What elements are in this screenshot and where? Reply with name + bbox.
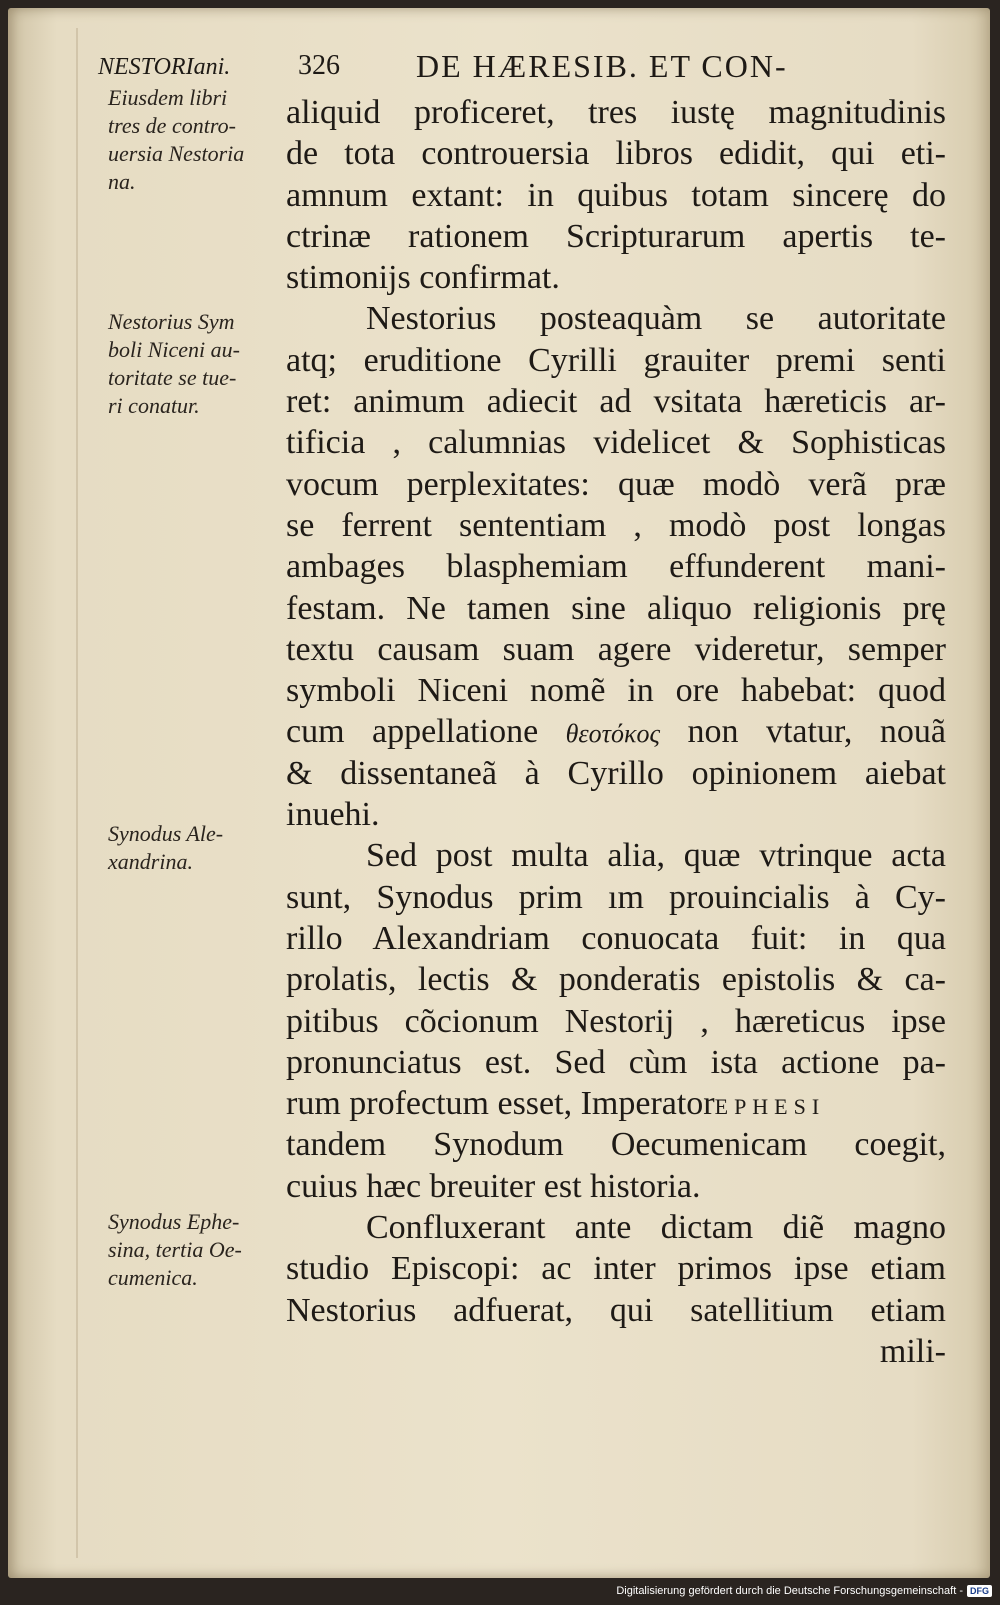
text-line: symboli Niceni nomẽ in ore habebat: quod	[286, 672, 946, 710]
text-line: pronunciatus est. Sed cùm ista actione pa-	[286, 1043, 946, 1081]
margin-note-line: Synodus Ale-	[108, 821, 224, 846]
footer-text: Digitalisierung gefördert durch die Deutsche Forschungsgemeinschaft -	[616, 1585, 963, 1597]
text-line: & dissentaneã à Cyrillo opinionem aiebat	[286, 754, 946, 792]
margin-note-line: sina, tertia Oe-	[108, 1237, 242, 1262]
text-line: vocum perplexitates: quæ modò verã præ	[286, 465, 946, 503]
text-line: atq; eruditione Cyrilli grauiter premi senti	[286, 341, 946, 379]
running-head	[98, 48, 950, 88]
text-line: sunt, Synodus prim ım prouincialis à Cy-	[286, 878, 946, 916]
text-line: cuius hæc breuiter est historia.	[286, 1167, 701, 1205]
margin-note-line: Synodus Ephe-	[108, 1209, 240, 1234]
text-line: de tota controuersia libros edidit, qui eti-	[286, 135, 946, 173]
small-caps-word: EPHESI	[714, 1094, 826, 1120]
digitization-footer	[616, 1581, 992, 1601]
text-fragment: rum profectum esset, Imperator	[286, 1085, 715, 1123]
margin-note-line: xandrina.	[108, 849, 193, 874]
greek-word: θεοτόκος	[565, 719, 661, 749]
margin-note-line: boli Niceni au-	[108, 337, 240, 362]
text-line: Confluxerant ante dictam diẽ magno	[366, 1209, 946, 1247]
margin-note-line: tres de contro-	[108, 113, 236, 138]
margin-note-line: cumenica.	[108, 1265, 198, 1290]
text-line: amnum extant: in quibus totam sincerę do	[286, 176, 946, 214]
margin-note-eiusdem-libri	[108, 84, 278, 196]
text-line: ctrinæ rationem Scripturarum apertis te-	[286, 217, 946, 255]
text-line: Sed post multa alia, quæ vtrinque acta	[366, 837, 946, 875]
text-line: stimonijs confirmat.	[286, 259, 560, 297]
margin-note-line: uersia Nestoria	[108, 141, 245, 166]
margin-note-line: Nestorius Sym	[108, 309, 235, 334]
running-title: DE HÆRESIB. ET CON-	[416, 48, 788, 84]
text-line: ret: animum adiecit ad vsitata hæreticis ar-	[286, 383, 946, 421]
text-line: se ferrent sententiam , modò post longas	[286, 506, 946, 544]
margin-note-line: toritate se tue-	[108, 365, 237, 390]
page-number: 326	[298, 50, 340, 81]
margin-note-nestorius-symboli	[108, 308, 278, 420]
text-line-greek	[286, 711, 946, 752]
text-line: pitibus cõcionum Nestorij , hæreticus ipse	[286, 1002, 946, 1040]
body-text	[286, 92, 946, 1372]
catchword: mili-	[879, 1332, 946, 1370]
margin-note-synodus-ephesina	[108, 1208, 278, 1292]
text-line: tificia , calumnias videlicet & Sophisticas	[286, 424, 946, 462]
margin-note-line: na.	[108, 169, 136, 194]
text-line: Nestorius adfuerat, qui satellitium etiam	[286, 1291, 946, 1329]
book-page	[8, 8, 990, 1578]
text-line-caps	[286, 1083, 946, 1124]
running-head-marginal: NESTORIani.	[98, 54, 231, 80]
text-line: rillo Alexandriam conuocata fuit: in qua	[286, 919, 946, 957]
text-line: prolatis, lectis & ponderatis epistolis & ca-	[286, 961, 946, 999]
margin-note-line: ri conatur.	[108, 393, 200, 418]
text-line: aliquid proficeret, tres iustę magnitudinis	[286, 94, 946, 131]
text-fragment: non vtatur, nouã	[687, 713, 946, 751]
text-line: textu causam suam agere videretur, semper	[286, 630, 946, 668]
margin-note-synodus-alexandrina	[108, 820, 278, 876]
text-line: Nestorius posteaquàm se autoritate	[366, 300, 946, 338]
text-fragment: cum appellatione	[286, 713, 539, 751]
text-line: ambages blasphemiam effunderent mani-	[286, 548, 946, 586]
text-line: tandem Synodum Oecumenicam coegit,	[286, 1126, 946, 1164]
text-line: studio Episcopi: ac inter primos ipse etiam	[286, 1250, 946, 1288]
text-line: inuehi.	[286, 796, 380, 834]
text-line: festam. Ne tamen sine aliquo religionis prę	[286, 589, 946, 627]
margin-note-line: Eiusdem libri	[108, 85, 228, 110]
dfg-logo: DFG	[967, 1585, 992, 1597]
